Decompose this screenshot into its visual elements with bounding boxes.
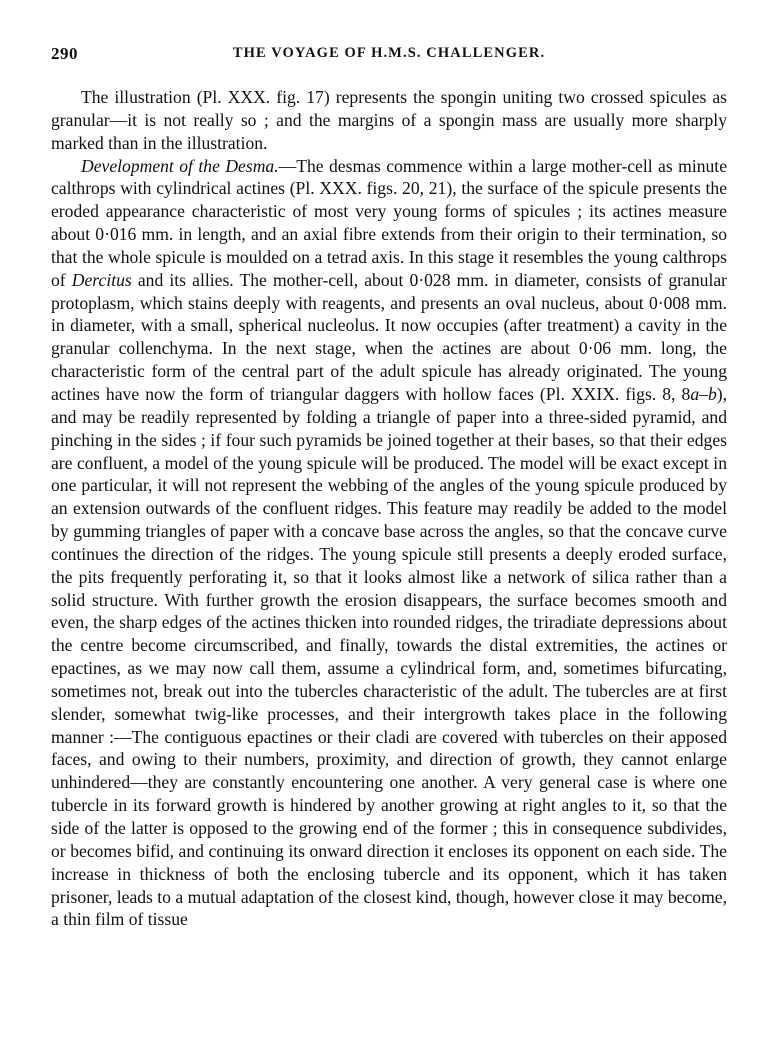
genus-name: Dercitus bbox=[71, 269, 132, 290]
paragraph-text-part-3: ), and may be readily represented by folding a triangle of paper into a three-sided pyramid, and pinching in the sides ; if four such pyramids be joined together at their bases, so that their edges are confluent, a model of the young spicule will be produced. The model will be exact except in one particular, it will not represent the webbing of the angles of the young spicule produced by an extension outwards of the confluent ridges. This feature may readily be added to the model by gumming triangles of paper with a concave base across the angles, so that the concave curve continues the direction of the ridges. The young spicule still presents a deeply eroded surface, the pits frequently perforating it, so that it looks almost like a network of silica rather than a solid structure. With further growth the erosion disappears, the surface becomes smooth and even, the sharp edges of the actines thicken into rounded ridges, the triradiate depressions about the centre become circumscribed, and finally, towards the distal extremities, the actines or epactines, as we may now call them, assume a cylindrical form, and, sometimes bifurcating, sometimes not, break out into the tubercles characteristic of the adult. The tubercles are at first slender, somewhat twig-like processes, and their intergrowth takes place in the following manner :—The contiguous epactines or their cladi are covered with tubercles on their apposed faces, and owing to their numbers, proximity, and direction of growth, they cannot enlarge unhindered—they are constantly encountering one another. A very general case is where one tubercle in its forward growth is hindered by another growing at right angles to it, so that the side of the latter is opposed to the growing end of the former ; this in consequence subdivides, or becomes bifid, and continuing its onward direction it encloses its opponent on each side. The increase in thickness of both the enclosing tubercle and its opponent, which it has taken prisoner, leads to a mutual adaptation of the closest kind, though, however close it may become, a thin film of tissue bbox=[51, 383, 727, 930]
body-text bbox=[51, 86, 727, 931]
heading-dash: — bbox=[278, 155, 297, 176]
page-number: 290 bbox=[51, 44, 78, 63]
paragraph-text-part-2: and its allies. The mother-cell, about 0·028 mm. in diameter, consists of granular protoplasm, which stains deeply with reagents, and presents an oval nucleus, about 0·008 mm. in diameter, with a small, spherical nucleolus. It now occupies (after treatment) a cavity in the granular collenchyma. In the next stage, when the actines are about 0·06 mm. long, the characteristic form of the central part of the adult spicule has already originated. The young actines have now the form of triangular daggers with hollow faces (Pl. XXIX. figs. 8, 8 bbox=[51, 269, 727, 404]
running-title: THE VOYAGE OF H.M.S. CHALLENGER. bbox=[232, 45, 546, 61]
page-header bbox=[51, 44, 727, 66]
figure-reference: a–b bbox=[690, 383, 717, 404]
section-heading: Development of the Desma. bbox=[81, 155, 279, 176]
paragraph-desma-development bbox=[51, 155, 727, 932]
paragraph-text-part-1: The desmas commence within a large mother-cell as minute calthrops with cylindrical actines (Pl. XXX. figs. 20, 21), the surface of the spicule presents the eroded appearance characteristic of most very young forms of spicules ; its actines measure about 0·016 mm. in length, and an axial fibre extends from their origin to their termination, so that the whole spicule is moulded on a tetrad axis. In this stage it resembles the young calthrops of bbox=[51, 155, 728, 290]
paragraph-illustration-note: The illustration (Pl. XXX. fig. 17) represents the spongin uniting two crossed spicules as granular—it is not really so ; and the margins of a spongin mass are usually more sharply marked than in the illustration. bbox=[51, 87, 727, 153]
